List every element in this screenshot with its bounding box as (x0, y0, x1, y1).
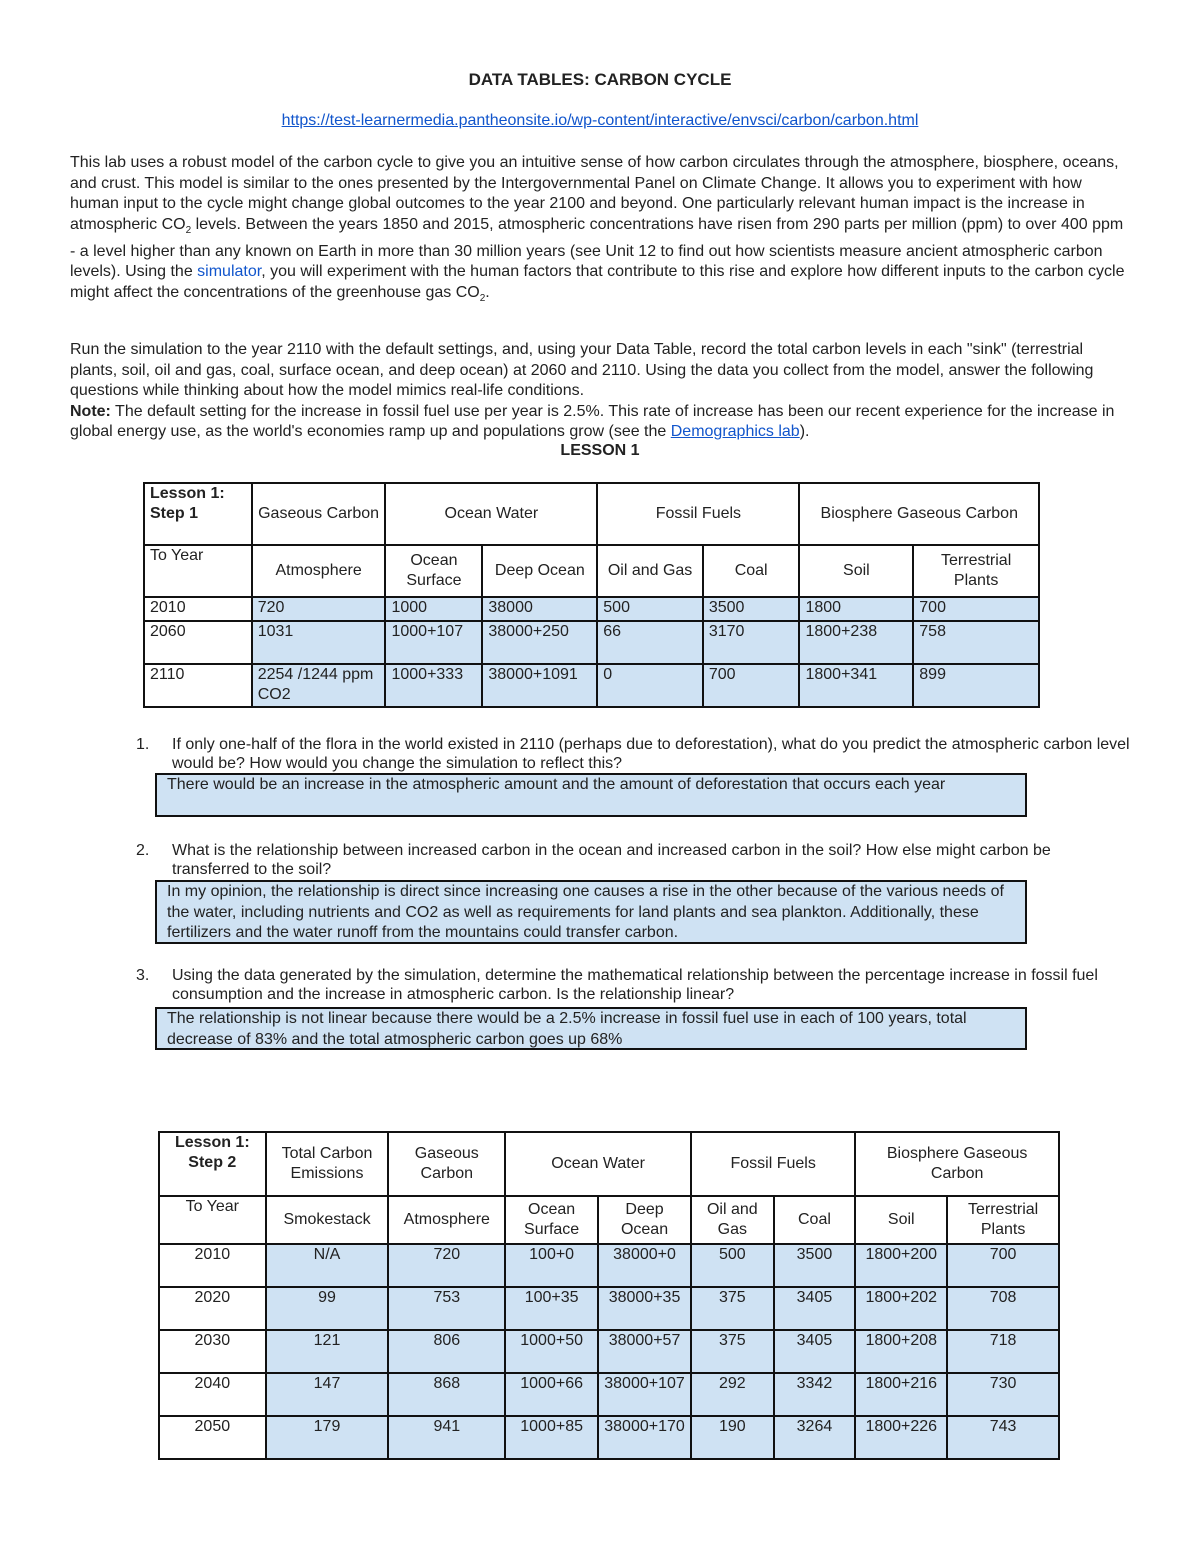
table-header-soil: Soil (799, 545, 913, 597)
answer-box-3[interactable]: The relationship is not linear because there would be a 2.5% increase in fossil fuel use in each of 100 years, total decrease of 83% and the total atmospheric carbon goes up 68% (155, 1007, 1027, 1050)
smokestack-cell[interactable]: 121 (266, 1330, 389, 1373)
co2-subscript: 2 (185, 224, 192, 236)
intro-paragraph (70, 153, 1130, 310)
coal-cell[interactable]: 3500 (703, 597, 800, 621)
demographics-lab-link[interactable]: Demographics lab (670, 423, 800, 441)
year-cell: 2010 (144, 597, 252, 621)
soil-cell[interactable]: 1800+216 (855, 1373, 947, 1416)
table-header-coal: Coal (774, 1196, 856, 1244)
table-row (159, 1244, 1059, 1287)
coal-cell[interactable]: 3405 (774, 1330, 856, 1373)
terrestrial-plants-cell[interactable]: 718 (947, 1330, 1059, 1373)
year-cell: 2050 (159, 1416, 266, 1459)
atmosphere-cell[interactable]: 806 (388, 1330, 505, 1373)
table-header-total-emissions: Total Carbon Emissions (266, 1132, 389, 1196)
terrestrial-plants-cell[interactable]: 758 (913, 621, 1039, 664)
soil-cell[interactable]: 1800+341 (799, 664, 913, 707)
table-header-fossil-fuels: Fossil Fuels (597, 483, 799, 545)
simulator-link[interactable]: simulator (197, 263, 262, 281)
table-header-terrestrial-plants: Terrestrial Plants (947, 1196, 1059, 1244)
table-row (144, 597, 1039, 621)
table-header-gaseous-carbon: Gaseous Carbon (252, 483, 386, 545)
co2-subscript-2: 2 (479, 292, 486, 304)
terrestrial-plants-cell[interactable]: 708 (947, 1287, 1059, 1330)
soil-cell[interactable]: 1800+200 (855, 1244, 947, 1287)
coal-cell[interactable]: 3170 (703, 621, 800, 664)
intro-text-b: levels. Between the years 1850 and 2015, atmospheric concentrations have risen from 290 parts per million (ppm) to over 400 ppm - a level higher than any known on Earth in more than 30 million years (see Unit 12 to find out how scientists measure ancient atmospheric carbon levels). Using the (70, 215, 1124, 281)
table-row (144, 621, 1039, 664)
coal-cell[interactable]: 3500 (774, 1244, 856, 1287)
table-header-smokestack: Smokestack (266, 1196, 389, 1244)
instructions-paragraph (70, 340, 1130, 443)
coal-cell[interactable]: 3405 (774, 1287, 856, 1330)
table-header-atmosphere: Atmosphere (252, 545, 386, 597)
table-header-oil-gas: Oil and Gas (691, 1196, 774, 1244)
year-cell: 2040 (159, 1373, 266, 1416)
atmosphere-cell[interactable]: 753 (388, 1287, 505, 1330)
smokestack-cell[interactable]: N/A (266, 1244, 389, 1287)
run-text: Run the simulation to the year 2110 with the default settings, and, using your Data Table, record the total carbon levels in each "sink" (terrestrial plants, soil, oil and gas, coal, surface ocean, and deep ocean) at 2060 and 2110. Using the data you collect from the model, answer the following questions while thinking about how the model mimics real-life conditions. (70, 341, 1094, 400)
table-header-ocean-water: Ocean Water (505, 1132, 691, 1196)
step2-table (158, 1131, 1060, 1460)
question-text: If only one-half of the flora in the world existed in 2110 (perhaps due to deforestation), what do you predict the atmospheric carbon level would be? How would you change the simulation to reflect this? (172, 736, 1130, 772)
soil-cell[interactable]: 1800 (799, 597, 913, 621)
deep-ocean-cell[interactable]: 38000+1091 (482, 664, 597, 707)
step1-table (143, 482, 1040, 708)
table-header-deep-ocean: Deep Ocean (482, 545, 597, 597)
question-number: 1. (136, 736, 150, 753)
question-number: 2. (136, 842, 150, 859)
year-cell: 2110 (144, 664, 252, 707)
oil-gas-cell[interactable]: 0 (597, 664, 703, 707)
oil-gas-cell[interactable]: 375 (691, 1330, 774, 1373)
answer-box-1[interactable]: There would be an increase in the atmospheric amount and the amount of deforestation that occurs each year (155, 773, 1027, 817)
table-header-oil-gas: Oil and Gas (597, 545, 703, 597)
deep-ocean-cell[interactable]: 38000+57 (598, 1330, 691, 1373)
note-end: ). (799, 423, 810, 441)
table-row (159, 1287, 1059, 1330)
oil-gas-cell[interactable]: 500 (597, 597, 703, 621)
deep-ocean-cell[interactable]: 38000 (482, 597, 597, 621)
table-header-deep-ocean: Deep Ocean (598, 1196, 691, 1244)
year-cell: 2030 (159, 1330, 266, 1373)
soil-cell[interactable]: 1800+226 (855, 1416, 947, 1459)
table-header-lesson: Lesson 1: Step 2 (159, 1132, 266, 1196)
soil-cell[interactable]: 1800+238 (799, 621, 913, 664)
year-cell: 2020 (159, 1287, 266, 1330)
note-text: The default setting for the increase in fossil fuel use per year is 2.5%. This rate of increase has been our recent experience for the increase in global energy use, as the world's economies ramp up and populations grow (see the (70, 402, 1115, 441)
table-row (159, 1416, 1059, 1459)
intro-text-c: , you will experiment with the human factors that contribute to this rise and explore how different inputs to the carbon cycle might affect the concentrations of the greenhouse gas CO (70, 263, 1125, 301)
oil-gas-cell[interactable]: 292 (691, 1373, 774, 1416)
question-text: What is the relationship between increased carbon in the ocean and increased carbon in the soil? How else might carbon be transferred to the soil? (172, 842, 1051, 878)
soil-cell[interactable]: 1800+202 (855, 1287, 947, 1330)
table-header-ocean-surface: Ocean Surface (385, 545, 482, 597)
table-header-lesson: Lesson 1: Step 1 (144, 483, 252, 545)
lesson-heading: LESSON 1 (560, 442, 640, 459)
ocean-surface-cell[interactable]: 1000+85 (505, 1416, 598, 1459)
atmosphere-cell[interactable]: 941 (388, 1416, 505, 1459)
table-header-to-year: To Year (159, 1196, 266, 1244)
terrestrial-plants-cell[interactable]: 743 (947, 1416, 1059, 1459)
table-row (159, 1373, 1059, 1416)
ocean-surface-cell[interactable]: 1000 (385, 597, 482, 621)
table-header-biosphere: Biosphere Gaseous Carbon (855, 1132, 1059, 1196)
deep-ocean-cell[interactable]: 38000+35 (598, 1287, 691, 1330)
ocean-surface-cell[interactable]: 1000+66 (505, 1373, 598, 1416)
table-header-terrestrial-plants: Terrestrial Plants (913, 545, 1039, 597)
ocean-surface-cell[interactable]: 1000+333 (385, 664, 482, 707)
deep-ocean-cell[interactable]: 38000+170 (598, 1416, 691, 1459)
intro-text-d: . (485, 283, 490, 301)
table-header-gaseous-carbon: Gaseous Carbon (388, 1132, 505, 1196)
table-row (144, 664, 1039, 707)
oil-gas-cell[interactable]: 66 (597, 621, 703, 664)
atmosphere-cell[interactable]: 2254 /1244 ppm CO2 (252, 664, 386, 707)
coal-cell[interactable]: 3342 (774, 1373, 856, 1416)
ocean-surface-cell[interactable]: 1000+107 (385, 621, 482, 664)
oil-gas-cell[interactable]: 500 (691, 1244, 774, 1287)
smokestack-cell[interactable]: 147 (266, 1373, 389, 1416)
question-text: Using the data generated by the simulation, determine the mathematical relationship between the percentage increase in fossil fuel consumption and the increase in atmospheric carbon. Is the relationship linear? (172, 967, 1098, 1003)
deep-ocean-cell[interactable]: 38000+107 (598, 1373, 691, 1416)
table-header-biosphere: Biosphere Gaseous Carbon (799, 483, 1039, 545)
atmosphere-cell[interactable]: 720 (388, 1244, 505, 1287)
deep-ocean-cell[interactable]: 38000+250 (482, 621, 597, 664)
table-row (159, 1330, 1059, 1373)
oil-gas-cell[interactable]: 190 (691, 1416, 774, 1459)
atmosphere-cell[interactable]: 720 (252, 597, 386, 621)
simulator-url-link[interactable]: https://test-learnermedia.pantheonsite.io/wp-content/interactive/envsci/carbon/carbon.html (281, 112, 919, 129)
terrestrial-plants-cell[interactable]: 730 (947, 1373, 1059, 1416)
ocean-surface-cell[interactable]: 100+0 (505, 1244, 598, 1287)
oil-gas-cell[interactable]: 375 (691, 1287, 774, 1330)
table-header-ocean-surface: Ocean Surface (505, 1196, 598, 1244)
soil-cell[interactable]: 1800+208 (855, 1330, 947, 1373)
atmosphere-cell[interactable]: 868 (388, 1373, 505, 1416)
deep-ocean-cell[interactable]: 38000+0 (598, 1244, 691, 1287)
question-number: 3. (136, 967, 150, 984)
terrestrial-plants-cell[interactable]: 700 (947, 1244, 1059, 1287)
smokestack-cell[interactable]: 179 (266, 1416, 389, 1459)
year-cell: 2010 (159, 1244, 266, 1287)
ocean-surface-cell[interactable]: 1000+50 (505, 1330, 598, 1373)
table-header-atmosphere: Atmosphere (388, 1196, 505, 1244)
table-header-fossil-fuels: Fossil Fuels (691, 1132, 855, 1196)
table-header-soil: Soil (855, 1196, 947, 1244)
note-label: Note: (70, 402, 111, 420)
atmosphere-cell[interactable]: 1031 (252, 621, 386, 664)
table-header-to-year: To Year (144, 545, 252, 597)
coal-cell[interactable]: 700 (703, 664, 800, 707)
year-cell: 2060 (144, 621, 252, 664)
table-header-ocean-water: Ocean Water (385, 483, 597, 545)
terrestrial-plants-cell[interactable]: 899 (913, 664, 1039, 707)
page-title: DATA TABLES: CARBON CYCLE (468, 70, 732, 89)
answer-box-2[interactable]: In my opinion, the relationship is direct since increasing one causes a rise in the other because of the various needs of the water, including nutrients and CO2 as well as requirements for land plants and sea plankton. Additionally, these fertilizers and the water runoff from the mountains could transfer carbon. (155, 880, 1027, 944)
smokestack-cell[interactable]: 99 (266, 1287, 389, 1330)
coal-cell[interactable]: 3264 (774, 1416, 856, 1459)
table-header-coal: Coal (703, 545, 800, 597)
intro-text-a: This lab uses a robust model of the carbon cycle to give you an intuitive sense of how carbon circulates through the atmosphere, biosphere, oceans, and crust. This model is similar to the ones presented by the Intergovernmental Panel on Climate Change. It allows you to experiment with how human input to the cycle might change global outcomes to the year 2100 and beyond. One particularly relevant human impact is the increase in atmospheric CO (70, 154, 1119, 233)
terrestrial-plants-cell[interactable]: 700 (913, 597, 1039, 621)
ocean-surface-cell[interactable]: 100+35 (505, 1287, 598, 1330)
